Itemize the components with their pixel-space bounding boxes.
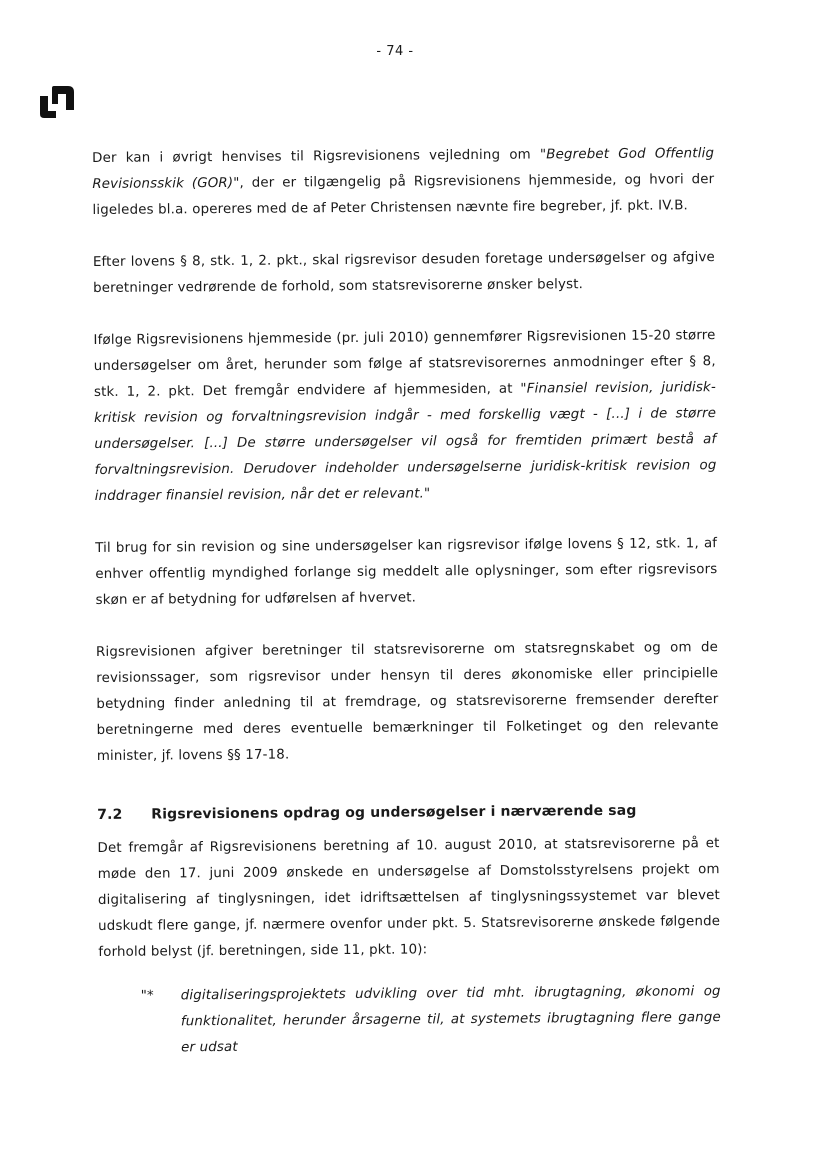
paragraph-gor-reference: Der kan i øvrigt henvises til Rigsrevisionens vejledning om "Begrebet God Offentlig Revisionsskik (GOR)", der er tilgængelig på Rigsrevisionens hjemmeside, og hvori der ligeledes bl.a. opereres med de af Peter Christensen nævnte fire begreber, jf. pkt. IV.B. [92, 146, 715, 218]
paragraph-law-section-8: Efter lovens § 8, stk. 1, 2. pkt., skal rigsrevisor desuden foretage undersøgelser og afgive beretninger vedrørende de forhold, som statsrevisorerne ønsker belyst. [92, 250, 715, 296]
quote-marker: "* [140, 988, 154, 1004]
paragraph-website-investigations: Ifølge Rigsrevisionens hjemmeside (pr. juli 2010) gennemfører Rigsrevisionen 15-20 større undersøgelser om året, herunder som følge af statsrevisorernes anmodninger efter § 8, stk. 1, 2. pkt. Det fremgår endvidere af hjemmesiden, at "Finansiel revision, juridisk-kritisk revision og forvaltningsrevision indgår - med forskellig vægt - [...] i de større undersøgelser. [...] De større undersøgelser vil også for fremtiden primært bestå af forvaltningsrevision. Derudover indeholder undersøgelserne juridisk-kritisk revision og inddrager finansiel revision, når det er relevant." [93, 328, 717, 504]
quote-text: digitaliseringsprojektets udvikling over tid mht. ibrugtagning, økonomi og funktionalitet, herunder årsagerne til, at systemets ibrugtagning flere gange er udsat [180, 984, 721, 1056]
section-title: Rigsrevisionens opdrag og undersøgelser i nærværende sag [151, 802, 637, 823]
section-number: 7.2 [97, 806, 123, 823]
page-number: - 74 - [376, 44, 414, 59]
paragraph-section-body: Det fremgår af Rigsrevisionens beretning af 10. august 2010, at statsrevisorerne på et møde den 17. juni 2009 ønskede en undersøgelse af Domstolsstyrelsens projekt om digitalisering af tinglysningen, idet idriftsættelsen af tinglysningssystemet var blevet udskudt flere gange, jf. nærmere ovenfor under pkt. 5. Statsrevisorerne ønskede følgende forhold belyst (jf. beretningen, side 11, pkt. 10): [97, 836, 721, 960]
quote-bullet [141, 979, 722, 1062]
paragraph-reports: Rigsrevisionen afgiver beretninger til statsrevisorerne om statsregnskabet og om de revisionssager, som rigsrevisor under hensyn til deres økonomiske eller principielle betydning finder anledning til at fremdrage, og statsrevisorerne fremsender derefter beretningerne med deres eventuelle bemærkninger til Folketinget og den relevante minister, jf. lovens §§ 17-18. [95, 640, 719, 764]
document-logo-icon [36, 84, 78, 120]
paragraph-law-section-12: Til brug for sin revision og sine undersøgelser kan rigsrevisor ifølge lovens § 12, stk. 1, af enhver offentlig myndighed forlange sig meddelt alle oplysninger, som efter rigsrevisors skøn er af betydning for udførelsen af hvervet. [95, 536, 718, 608]
page-content [92, 141, 721, 1062]
section-heading [97, 797, 719, 828]
